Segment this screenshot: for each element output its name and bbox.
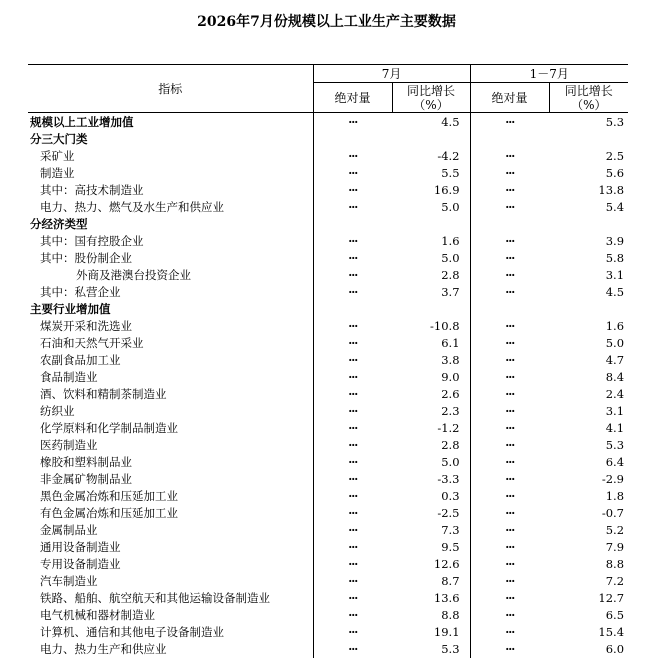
table-row [28, 148, 628, 165]
ytd-yoy-cell: 5.3 [549, 113, 628, 132]
table-row [28, 199, 628, 216]
july-yoy-cell: 16.9 [392, 182, 470, 199]
ytd-yoy-cell: 8.4 [549, 369, 628, 386]
ytd-yoy-cell: 4.1 [549, 420, 628, 437]
july-yoy-cell: -1.2 [392, 420, 470, 437]
ytd-yoy-cell: 3.1 [549, 267, 628, 284]
ytd-absolute-cell: ··· [470, 505, 549, 522]
ytd-yoy-cell: 5.0 [549, 335, 628, 352]
ytd-absolute-cell: ··· [470, 267, 549, 284]
july-yoy-cell: 12.6 [392, 556, 470, 573]
ytd-yoy-cell: 5.2 [549, 522, 628, 539]
july-yoy-cell: 2.8 [392, 267, 470, 284]
ytd-yoy-cell: -2.9 [549, 471, 628, 488]
row-indicator: 规模以上工业增加值 [28, 113, 313, 132]
row-indicator: 酒、饮料和精制茶制造业 [28, 386, 313, 403]
row-indicator: 通用设备制造业 [28, 539, 313, 556]
table-row [28, 369, 628, 386]
table-row [28, 182, 628, 199]
ytd-absolute-cell [470, 301, 549, 318]
table-row [28, 267, 628, 284]
july-absolute-cell [313, 301, 392, 318]
july-absolute-cell: ··· [313, 165, 392, 182]
ytd-absolute-cell: ··· [470, 113, 549, 132]
july-absolute-cell: ··· [313, 267, 392, 284]
ytd-yoy-cell: 2.5 [549, 148, 628, 165]
table-header [28, 65, 628, 113]
table-row [28, 488, 628, 505]
ytd-absolute-cell: ··· [470, 335, 549, 352]
july-absolute-cell: ··· [313, 369, 392, 386]
yoy-header-july [392, 83, 470, 113]
ytd-yoy-cell: 7.9 [549, 539, 628, 556]
row-indicator: 医药制造业 [28, 437, 313, 454]
ytd-absolute-cell: ··· [470, 318, 549, 335]
ytd-absolute-cell: ··· [470, 607, 549, 624]
yoy-label: 同比增长 [565, 84, 613, 98]
july-absolute-cell: ··· [313, 403, 392, 420]
period-jan-jul-header: 1－7月 [470, 65, 628, 83]
ytd-yoy-cell: 5.6 [549, 165, 628, 182]
table-body [28, 113, 628, 658]
july-absolute-cell: ··· [313, 250, 392, 267]
table-row [28, 386, 628, 403]
july-yoy-cell: 5.3 [392, 641, 470, 658]
table-row [28, 284, 628, 301]
ytd-absolute-cell: ··· [470, 403, 549, 420]
ytd-absolute-cell: ··· [470, 199, 549, 216]
table-row [28, 216, 628, 233]
row-indicator: 外商及港澳台投资企业 [28, 267, 313, 284]
table-row [28, 641, 628, 658]
july-absolute-cell: ··· [313, 386, 392, 403]
july-absolute-cell: ··· [313, 590, 392, 607]
july-yoy-cell: 3.8 [392, 352, 470, 369]
july-yoy-cell: 5.0 [392, 250, 470, 267]
ytd-yoy-cell [549, 216, 628, 233]
july-yoy-cell: 19.1 [392, 624, 470, 641]
row-indicator: 非金属矿物制品业 [28, 471, 313, 488]
row-indicator: 采矿业 [28, 148, 313, 165]
table-row [28, 590, 628, 607]
table-row [28, 301, 628, 318]
abs-header-ytd: 绝对量 [470, 83, 549, 113]
row-indicator: 计算机、通信和其他电子设备制造业 [28, 624, 313, 641]
july-yoy-cell: -4.2 [392, 148, 470, 165]
ytd-absolute-cell: ··· [470, 539, 549, 556]
july-yoy-cell: 2.8 [392, 437, 470, 454]
ytd-yoy-cell [549, 301, 628, 318]
row-indicator: 化学原料和化学制品制造业 [28, 420, 313, 437]
abs-header-july: 绝对量 [313, 83, 392, 113]
row-indicator: 纺织业 [28, 403, 313, 420]
row-indicator: 电力、热力、燃气及水生产和供应业 [28, 199, 313, 216]
july-yoy-cell: 1.6 [392, 233, 470, 250]
ytd-yoy-cell: 4.5 [549, 284, 628, 301]
table-row [28, 250, 628, 267]
july-yoy-cell: 3.7 [392, 284, 470, 301]
july-absolute-cell: ··· [313, 352, 392, 369]
july-absolute-cell [313, 216, 392, 233]
row-indicator: 电力、热力生产和供应业 [28, 641, 313, 658]
july-absolute-cell: ··· [313, 437, 392, 454]
ytd-absolute-cell: ··· [470, 182, 549, 199]
ytd-absolute-cell: ··· [470, 352, 549, 369]
table-row [28, 539, 628, 556]
july-absolute-cell: ··· [313, 148, 392, 165]
table-row [28, 335, 628, 352]
period-july-header: 7月 [313, 65, 470, 83]
july-absolute-cell: ··· [313, 113, 392, 132]
july-yoy-cell: 8.8 [392, 607, 470, 624]
ytd-absolute-cell [470, 131, 549, 148]
row-indicator: 其中：国有控股企业 [28, 233, 313, 250]
row-indicator: 主要行业增加值 [28, 301, 313, 318]
ytd-absolute-cell: ··· [470, 624, 549, 641]
table-row [28, 437, 628, 454]
ytd-absolute-cell: ··· [470, 148, 549, 165]
row-indicator: 专用设备制造业 [28, 556, 313, 573]
ytd-absolute-cell [470, 216, 549, 233]
row-indicator: 农副食品加工业 [28, 352, 313, 369]
unit-label: （%） [413, 98, 448, 112]
row-indicator: 石油和天然气开采业 [28, 335, 313, 352]
july-yoy-cell: 2.3 [392, 403, 470, 420]
row-indicator: 煤炭开采和洗选业 [28, 318, 313, 335]
unit-label: （%） [571, 98, 606, 112]
ytd-yoy-cell [549, 131, 628, 148]
ytd-absolute-cell: ··· [470, 420, 549, 437]
row-indicator: 橡胶和塑料制品业 [28, 454, 313, 471]
row-indicator: 黑色金属冶炼和压延加工业 [28, 488, 313, 505]
table-row [28, 165, 628, 182]
july-yoy-cell: 0.3 [392, 488, 470, 505]
row-indicator: 汽车制造业 [28, 573, 313, 590]
ytd-absolute-cell: ··· [470, 165, 549, 182]
july-absolute-cell: ··· [313, 573, 392, 590]
row-indicator: 铁路、船舶、航空航天和其他运输设备制造业 [28, 590, 313, 607]
july-yoy-cell: 9.0 [392, 369, 470, 386]
july-yoy-cell [392, 301, 470, 318]
ytd-absolute-cell: ··· [470, 386, 549, 403]
row-indicator: 分经济类型 [28, 216, 313, 233]
july-absolute-cell: ··· [313, 420, 392, 437]
july-yoy-cell: 8.7 [392, 573, 470, 590]
ytd-absolute-cell: ··· [470, 556, 549, 573]
row-indicator: 分三大门类 [28, 131, 313, 148]
ytd-yoy-cell: 4.7 [549, 352, 628, 369]
july-absolute-cell: ··· [313, 539, 392, 556]
ytd-absolute-cell: ··· [470, 233, 549, 250]
data-table [28, 64, 628, 658]
row-indicator: 其中：高技术制造业 [28, 182, 313, 199]
ytd-absolute-cell: ··· [470, 590, 549, 607]
july-yoy-cell [392, 131, 470, 148]
ytd-yoy-cell: 6.0 [549, 641, 628, 658]
july-yoy-cell: -3.3 [392, 471, 470, 488]
ytd-yoy-cell: 7.2 [549, 573, 628, 590]
table-row [28, 522, 628, 539]
row-indicator: 电气机械和器材制造业 [28, 607, 313, 624]
july-absolute-cell: ··· [313, 233, 392, 250]
july-absolute-cell: ··· [313, 505, 392, 522]
july-absolute-cell: ··· [313, 641, 392, 658]
ytd-absolute-cell: ··· [470, 369, 549, 386]
table-row [28, 318, 628, 335]
july-absolute-cell: ··· [313, 454, 392, 471]
july-absolute-cell: ··· [313, 607, 392, 624]
indicator-header: 指标 [28, 65, 313, 113]
table-row [28, 454, 628, 471]
table-row [28, 403, 628, 420]
row-indicator: 其中：私营企业 [28, 284, 313, 301]
ytd-absolute-cell: ··· [470, 471, 549, 488]
ytd-yoy-cell: 2.4 [549, 386, 628, 403]
july-yoy-cell: 4.5 [392, 113, 470, 132]
page-title: 2026年7月份规模以上工业生产主要数据 [0, 11, 653, 31]
ytd-absolute-cell: ··· [470, 454, 549, 471]
july-yoy-cell: 9.5 [392, 539, 470, 556]
ytd-yoy-cell: 1.8 [549, 488, 628, 505]
july-absolute-cell: ··· [313, 318, 392, 335]
july-yoy-cell: -2.5 [392, 505, 470, 522]
table-row [28, 624, 628, 641]
july-yoy-cell: -10.8 [392, 318, 470, 335]
row-indicator: 其中：股份制企业 [28, 250, 313, 267]
july-absolute-cell [313, 131, 392, 148]
july-absolute-cell: ··· [313, 335, 392, 352]
yoy-header-ytd [549, 83, 628, 113]
july-absolute-cell: ··· [313, 556, 392, 573]
row-indicator: 有色金属冶炼和压延加工业 [28, 505, 313, 522]
ytd-yoy-cell: 3.9 [549, 233, 628, 250]
ytd-yoy-cell: 8.8 [549, 556, 628, 573]
ytd-absolute-cell: ··· [470, 284, 549, 301]
ytd-yoy-cell: 3.1 [549, 403, 628, 420]
table-row [28, 131, 628, 148]
july-yoy-cell: 5.0 [392, 454, 470, 471]
ytd-yoy-cell: -0.7 [549, 505, 628, 522]
ytd-yoy-cell: 12.7 [549, 590, 628, 607]
row-indicator: 金属制品业 [28, 522, 313, 539]
july-yoy-cell: 5.0 [392, 199, 470, 216]
ytd-absolute-cell: ··· [470, 250, 549, 267]
ytd-yoy-cell: 13.8 [549, 182, 628, 199]
table-row [28, 420, 628, 437]
july-yoy-cell: 13.6 [392, 590, 470, 607]
july-absolute-cell: ··· [313, 199, 392, 216]
row-indicator: 制造业 [28, 165, 313, 182]
table-row [28, 471, 628, 488]
ytd-yoy-cell: 5.4 [549, 199, 628, 216]
july-yoy-cell: 2.6 [392, 386, 470, 403]
yoy-label: 同比增长 [407, 84, 455, 98]
ytd-absolute-cell: ··· [470, 573, 549, 590]
table-row [28, 113, 628, 132]
table-row [28, 573, 628, 590]
ytd-yoy-cell: 1.6 [549, 318, 628, 335]
ytd-yoy-cell: 6.4 [549, 454, 628, 471]
july-absolute-cell: ··· [313, 488, 392, 505]
ytd-absolute-cell: ··· [470, 437, 549, 454]
july-absolute-cell: ··· [313, 522, 392, 539]
table-row [28, 556, 628, 573]
ytd-absolute-cell: ··· [470, 488, 549, 505]
table-row [28, 352, 628, 369]
ytd-yoy-cell: 5.3 [549, 437, 628, 454]
ytd-yoy-cell: 5.8 [549, 250, 628, 267]
july-yoy-cell: 6.1 [392, 335, 470, 352]
table-row [28, 607, 628, 624]
table-row [28, 233, 628, 250]
july-yoy-cell: 5.5 [392, 165, 470, 182]
july-yoy-cell [392, 216, 470, 233]
table-row [28, 505, 628, 522]
july-yoy-cell: 7.3 [392, 522, 470, 539]
ytd-absolute-cell: ··· [470, 641, 549, 658]
row-indicator: 食品制造业 [28, 369, 313, 386]
july-absolute-cell: ··· [313, 182, 392, 199]
july-absolute-cell: ··· [313, 624, 392, 641]
july-absolute-cell: ··· [313, 471, 392, 488]
ytd-yoy-cell: 6.5 [549, 607, 628, 624]
july-absolute-cell: ··· [313, 284, 392, 301]
ytd-absolute-cell: ··· [470, 522, 549, 539]
ytd-yoy-cell: 15.4 [549, 624, 628, 641]
